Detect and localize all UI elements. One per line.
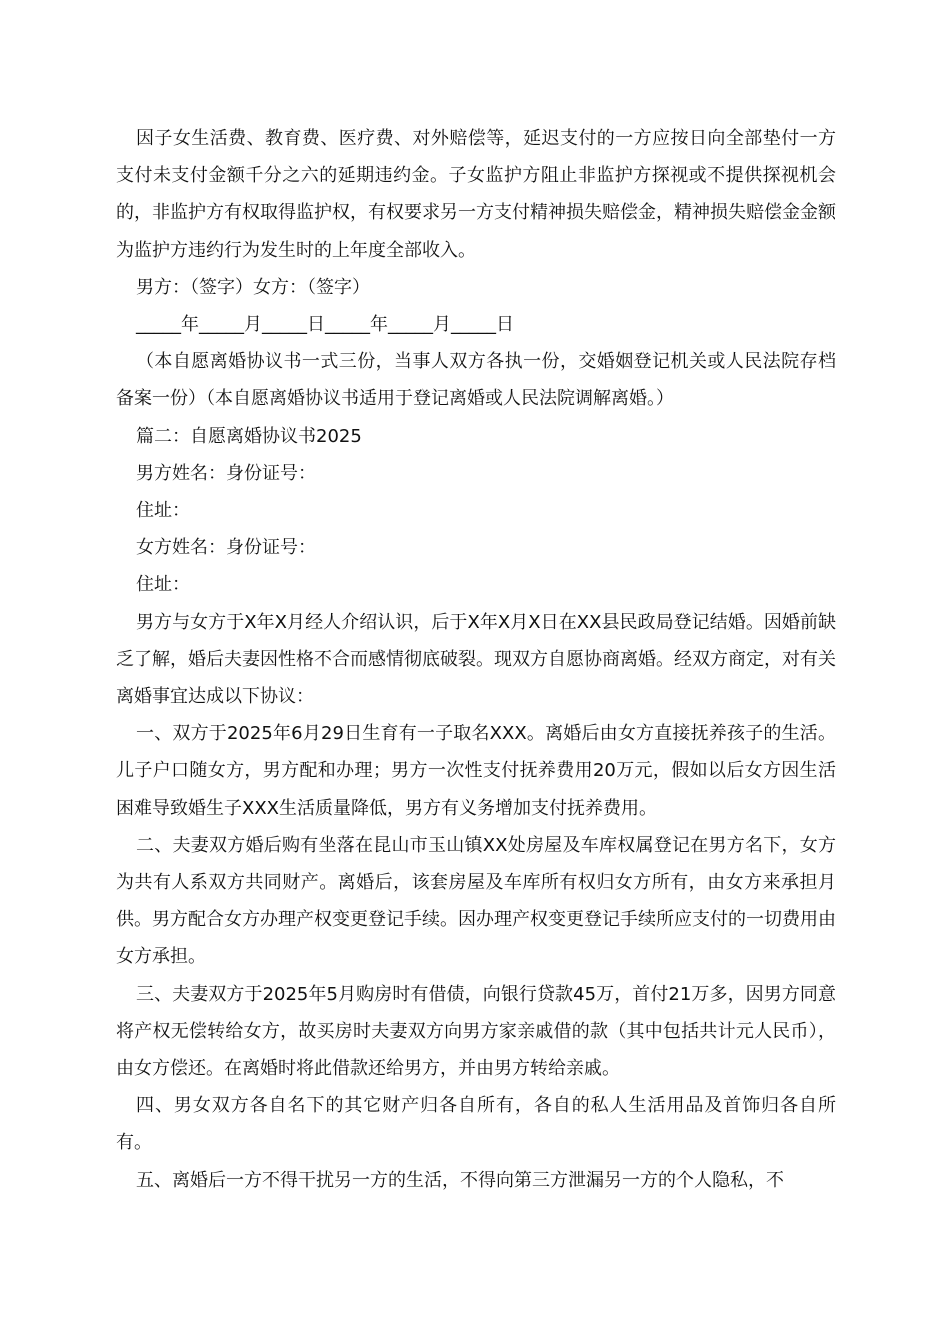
clause-3-debt: 三、夫妻双方于2025年5月购房时有借债，向银行贷款45万，首付21万多，因男方同意将产权无偿转给女方，故买房时夫妻双方向男方家亲戚借的款（其中包括共计元人民币），由女方偿还。在离婚时将此借款还给男方，并由男方转给亲戚。: [116, 983, 836, 1080]
paragraph-child-support-penalty: 因子女生活费、教育费、医疗费、对外赔偿等，延迟支付的一方应按日向全部垫付一方支付未支付金额千分之六的延期违约金。子女监护方阻止非监护方探视或不提供探视机会的，非监护方有权取得监护权，有权要求另一方支付精神损失赔偿金，精神损失赔偿金金额为监护方违约行为发生时的上年度全部收入。: [116, 128, 836, 261]
section-heading: 篇二：自愿离婚协议书2025: [136, 425, 362, 447]
male-address-field: 住址：: [136, 500, 190, 522]
female-address-field: 住址：: [136, 574, 190, 596]
date-line: _____年_____月_____日_____年_____月_____日: [136, 314, 514, 336]
male-name-id-field: 男方姓名：身份证号：: [136, 462, 316, 484]
clause-1-custody: 一、双方于2025年6月29日生育有一子取名XXX。离婚后由女方直接抚养孩子的生活。儿子户口随女方，男方配和办理；男方一次性支付抚养费用20万元，假如以后女方因生活困难导致婚生子XXX生活质量降低，男方有义务增加支付抚养费用。: [116, 723, 836, 819]
clause-4-personal-property: 四、男女双方各自名下的其它财产归各自所有，各自的私人生活用品及首饰归各自所有。: [116, 1095, 836, 1154]
copies-note: （本自愿离婚协议书一式三份，当事人双方各执一份，交婚姻登记机关或人民法院存档备案一份）（本自愿离婚协议书适用于登记离婚或人民法院调解离婚。）: [116, 351, 836, 410]
paragraph-background: 男方与女方于X年X月经人介绍认识，后于X年X月X日在XX县民政局登记结婚。因婚前缺乏了解，婚后夫妻因性格不合而感情彻底破裂。现双方自愿协商离婚。经双方商定，对有关离婚事宜达成以下协议：: [116, 611, 836, 708]
document-page: [116, 120, 836, 1199]
clause-2-property: 二、夫妻双方婚后购有坐落在昆山市玉山镇XX处房屋及车库权属登记在男方名下，女方为共有人系双方共同财产。离婚后，该套房屋及车库所有权归女方所有，由女方来承担月供。男方配合女方办理产权变更登记手续。因办理产权变更登记手续所应支付的一切费用由女方承担。: [116, 834, 836, 968]
signature-line: 男方：（签字）女方：（签字）: [136, 276, 370, 298]
clause-5-privacy: 五、离婚后一方不得干扰另一方的生活，不得向第三方泄漏另一方的个人隐私，不: [136, 1169, 784, 1191]
female-name-id-field: 女方姓名：身份证号：: [136, 537, 316, 559]
